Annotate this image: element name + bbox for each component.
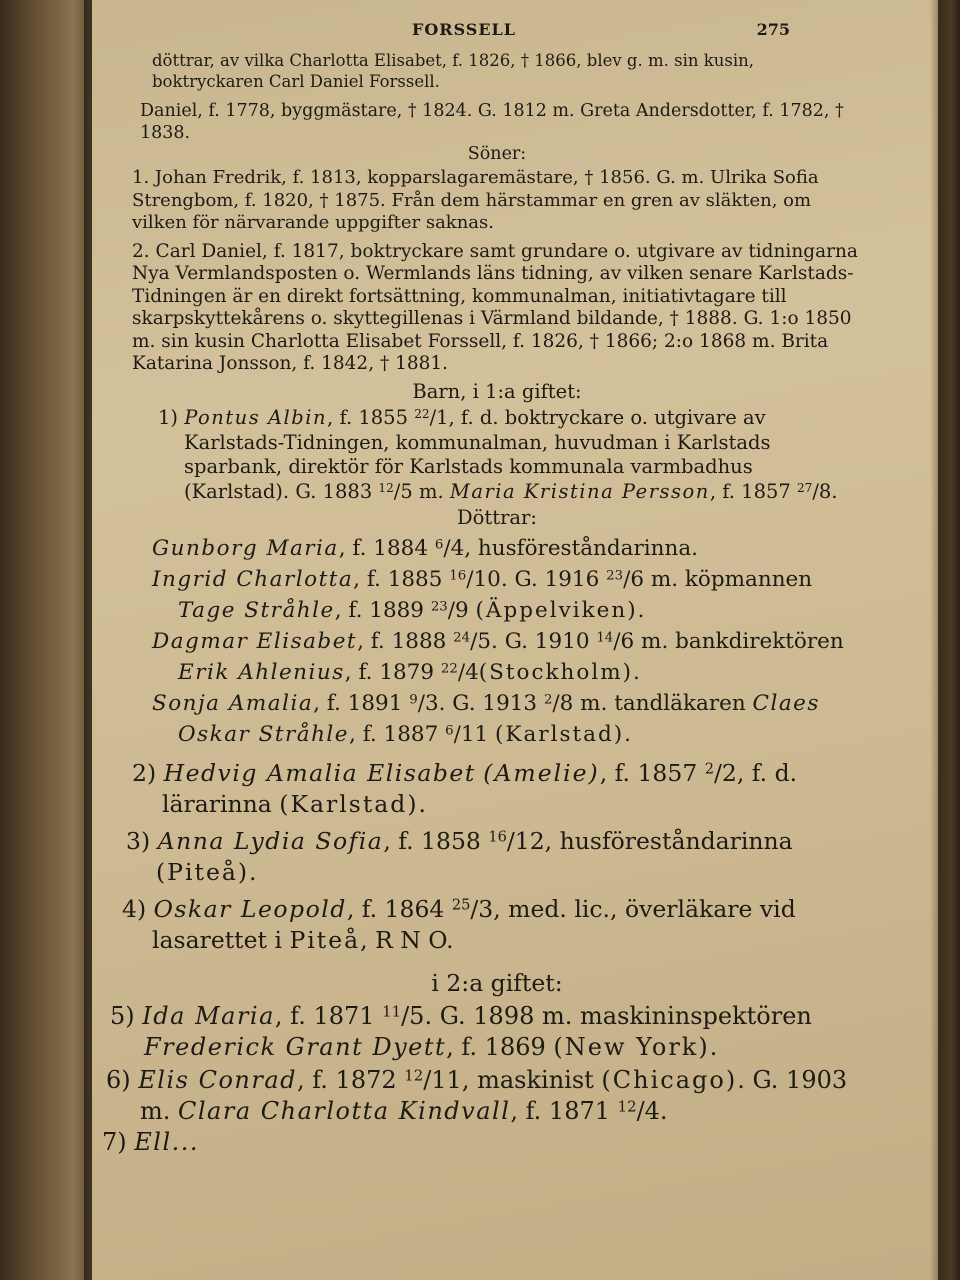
intro-paragraph: döttrar, av vilka Charlotta Elisabet, f. 1826, † 1866, blev g. m. sin kusin, boktryckaren Carl Daniel Forssell.	[152, 51, 754, 91]
daughter-entry	[152, 564, 862, 626]
running-head	[92, 18, 938, 42]
child-2-text-b: /2, f. d. lärarinna	[162, 758, 798, 818]
daughter-sup: 6	[445, 722, 454, 738]
daughter-text: , f. 1879	[344, 659, 441, 685]
daughter-sup: 14	[596, 629, 614, 645]
child-3-place: (Piteå).	[156, 857, 259, 886]
son-1-text: Johan Fredrik, f. 1813, kopparslagaremästare, † 1856. G. m. Ulrika Sofia Strengbom, f. 1820, † 1875. Från dem härstammar en gren av släkten, om vilken för närvarande uppgifter saknas.	[132, 167, 819, 233]
child-5-place: (New York).	[553, 1032, 720, 1061]
son-2-entry	[132, 241, 862, 376]
daughter-text: , f. 1884	[338, 535, 435, 561]
child-6-text-c: . G. 1903 m.	[140, 1065, 848, 1125]
daughter-place: (Äppelviken).	[475, 597, 647, 623]
daughter-text: /10. G. 1916	[466, 566, 607, 592]
daughters-list	[132, 533, 862, 750]
daughter-text: /9	[447, 597, 476, 623]
child-3-sup: 16	[488, 828, 507, 846]
child-1-sup-c: 27	[796, 480, 813, 495]
child-4-text-c: , R N O.	[360, 925, 454, 954]
child-6-sup: 12	[404, 1066, 424, 1085]
daughter-entry	[152, 533, 862, 564]
child-4-text-a: , f. 1864	[346, 894, 452, 923]
child-2-place: (Karlstad).	[279, 789, 428, 818]
daughter-name: Gunborg Maria	[152, 535, 339, 561]
son-1-number: 1.	[132, 167, 150, 188]
daughter-sup: 22	[440, 660, 458, 676]
child-1-text-e: /8.	[812, 479, 838, 503]
child-4-entry	[122, 894, 862, 956]
daughter-sup: 16	[449, 567, 467, 583]
child-3-text-a: , f. 1858	[383, 826, 489, 855]
daughter-spouse: Tage Stråhle	[178, 597, 335, 623]
daughter-sup: 23	[606, 567, 624, 583]
left-page-edge	[0, 0, 92, 1280]
child-1-sup-b: 12	[378, 480, 394, 495]
daughter-sup: 24	[453, 629, 471, 645]
child-6-spouse: Clara Charlotta Kindvall	[178, 1096, 511, 1125]
child-5-number: 5)	[110, 1001, 135, 1030]
daughter-sup: 23	[430, 598, 448, 614]
daughter-sup: 2	[543, 691, 553, 707]
daughter-text: /4	[457, 659, 479, 685]
son-1-entry	[132, 167, 862, 235]
child-6-text-d: , f. 1871	[510, 1096, 618, 1125]
child-7-name: Ell...	[134, 1127, 200, 1156]
daniel-entry: Daniel, f. 1778, byggmästare, † 1824. G. 1812 m. Greta Andersdotter, f. 1782, † 1838.	[140, 101, 844, 143]
daughter-text: , f. 1888	[357, 628, 454, 654]
child-3-entry	[126, 826, 862, 888]
child-1-number: 1)	[158, 406, 179, 429]
daughter-text: /6 m. köpmannen	[623, 566, 813, 592]
soner-heading: Söner:	[467, 144, 527, 164]
child-1-text-a: , f. 1855	[327, 406, 415, 429]
child-7-entry-cut	[102, 1127, 862, 1156]
child-2-number: 2)	[132, 758, 157, 787]
daughter-place: (Stockholm).	[478, 659, 642, 685]
child-4-number: 4)	[122, 894, 147, 923]
child-5-entry	[110, 1001, 862, 1063]
daughter-sup: 9	[409, 691, 418, 707]
book-page	[92, 0, 938, 1280]
child-4-sup: 25	[451, 896, 471, 914]
son-2-number: 2.	[132, 240, 150, 262]
page-number: 275	[756, 20, 790, 39]
daughter-text: /8 m. tandläkaren	[552, 690, 753, 716]
daughter-name: Sonja Amalia	[152, 690, 314, 716]
child-3-name: Anna Lydia Sofia	[157, 826, 384, 855]
child-5-spouse: Frederick Grant Dyett	[144, 1032, 447, 1061]
child-6-text-e: /4.	[636, 1096, 668, 1125]
right-page-edge	[930, 0, 960, 1280]
child-2-name: Hedvig Amalia Elisabet	[163, 758, 476, 787]
child-1-spouse: Maria Kristina Persson	[449, 479, 710, 503]
child-6-name: Elis Conrad	[138, 1065, 298, 1094]
child-1-text-d: , f. 1857	[709, 479, 797, 503]
daughter-place: (Karlstad).	[495, 721, 633, 747]
child-6-number: 6)	[106, 1065, 131, 1094]
child-1-sup-a: 22	[414, 406, 430, 421]
child-2-nickname: (Amelie)	[483, 758, 600, 787]
daughter-text: /11	[453, 721, 496, 747]
child-4-name: Oskar Leopold	[153, 894, 347, 923]
child-1-entry	[158, 406, 862, 504]
child-4-text-b: /3, med. lic., överläkare vid lasarettet i	[152, 894, 796, 954]
child-5-sup: 11	[382, 1002, 402, 1021]
second-marriage-heading: i 2:a giftet:	[431, 968, 563, 997]
daughter-name: Ingrid Charlotta	[152, 566, 354, 592]
child-6-place: (Chicago)	[601, 1065, 738, 1094]
running-head-title: FORSSELL	[412, 20, 517, 39]
child-5-text-b: /5. G. 1898 m. maskininspektören	[401, 1001, 812, 1030]
child-5-text-a: , f. 1871	[274, 1001, 383, 1030]
child-3-number: 3)	[126, 826, 151, 855]
child-2-text-a: , f. 1857	[599, 758, 705, 787]
child-6-sup: 12	[617, 1097, 637, 1116]
daughter-spouse: Erik Ahlenius	[178, 659, 345, 685]
daughter-name: Dagmar Elisabet	[152, 628, 358, 654]
child-1-name: Pontus Albin	[184, 406, 328, 429]
child-6-text-b: /11, maskinist	[423, 1065, 602, 1094]
daughter-text: /3. G. 1913	[417, 690, 544, 716]
child-7-number: 7)	[102, 1127, 127, 1156]
daughter-text: , f. 1891	[313, 690, 410, 716]
page-content	[102, 50, 862, 1156]
daughter-text: /6 m. bankdirektören	[613, 628, 844, 654]
daughter-text: , f. 1889	[334, 597, 431, 623]
child-2-entry	[132, 758, 862, 820]
daughter-spouse: Claes Oskar Stråhle	[178, 690, 820, 747]
daughter-sup: 6	[434, 536, 444, 552]
child-3-text-b: /12, husföreståndarinna	[506, 826, 793, 855]
son-2-text: Carl Daniel, f. 1817, boktryckare samt grundare o. utgivare av tidningarna Nya Vermlandsposten o. Wermlands läns tidning, av vilken senare Karlstads-Tidningen är en direkt fortsättning, kommunalman, initiativtagare till skarpskyttekårens o. skyttegillenas i Värmland bildande, † 1888. G. 1:o 1850 m. sin kusin Charlotta Elisabet Forssell, f. 1826, † 1866; 2:o 1868 m. Brita Katarina Jonsson, f. 1842, † 1881.	[132, 240, 858, 374]
daughter-text: , f. 1885	[353, 566, 450, 592]
daughter-text: /5. G. 1910	[470, 628, 597, 654]
child-5-text-c: , f. 1869	[446, 1032, 554, 1061]
child-4-place: Piteå	[289, 925, 361, 954]
child-6-text-a: , f. 1872	[297, 1065, 405, 1094]
child-1-text-c: /5 m.	[393, 479, 450, 503]
daughter-text: /4, husföreståndarinna.	[443, 535, 698, 561]
child-6-entry	[106, 1065, 862, 1127]
daughter-text: , f. 1887	[349, 721, 446, 747]
daughter-entry	[152, 688, 862, 750]
child-2-sup: 2	[704, 760, 714, 778]
dottrar-heading: Döttrar:	[457, 506, 537, 529]
barn-heading: Barn, i 1:a giftet:	[412, 379, 582, 403]
child-5-name: Ida Maria	[142, 1001, 275, 1030]
child-1-text-b: /1, f. d. boktryckare o. utgivare av Karlstads-Tidningen, kommunalman, huvudman i Karlstads sparbank, direktör för Karlstads kommunala varmbadhus (Karlstad). G. 1883	[184, 406, 771, 503]
daughter-entry	[152, 626, 862, 688]
